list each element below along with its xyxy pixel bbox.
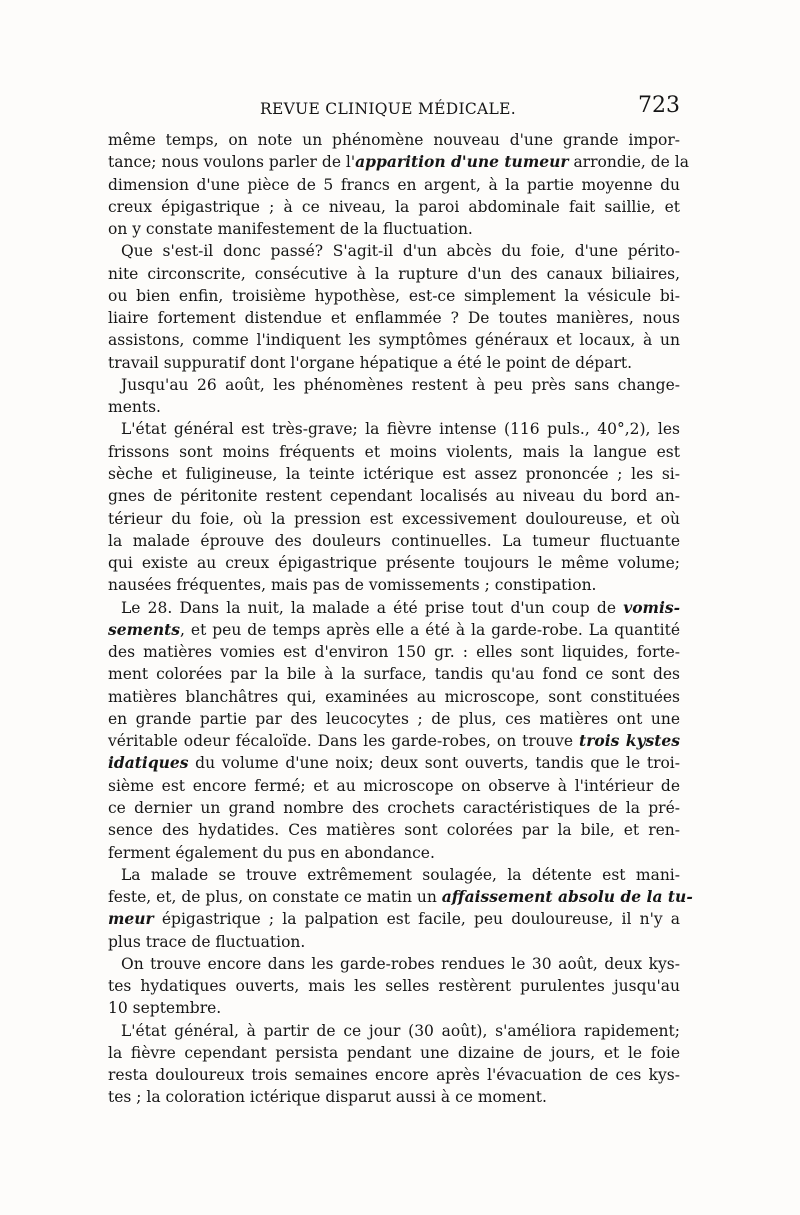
text-line: sence des hydatides. Ces matières sont colorées par la bile, et ren- bbox=[108, 821, 680, 840]
paragraph-2 bbox=[108, 240, 680, 374]
text-line: creux épigastrique ; à ce niveau, la paroi abdominale fait saillie, et bbox=[108, 197, 680, 216]
text-line: Le 28. Dans la nuit, la malade a été prise tout d'un coup de vomis- bbox=[121, 597, 680, 617]
text-line: feste, et, de plus, on constate ce matin un affaissement absolu de la tu- bbox=[108, 887, 693, 907]
text-line: Jusqu'au 26 août, les phénomènes restent à peu près sans change- bbox=[121, 375, 680, 394]
text-line: tance; nous voulons parler de l'apparition d'une tumeur arrondie, de la bbox=[108, 152, 689, 172]
text-line: sième est encore fermé; et au microscope on observe à l'intérieur de bbox=[108, 776, 680, 795]
text-line: ou bien enfin, troisième hypothèse, est-ce simplement la vésicule bi- bbox=[108, 286, 680, 305]
text-line: L'état général, à partir de ce jour (30 août), s'améliora rapidement; bbox=[121, 1021, 680, 1040]
text-line: meur épigastrique ; la palpation est facile, peu douloureuse, il n'y a bbox=[108, 909, 680, 929]
emphasis: apparition d'une tumeur bbox=[355, 152, 569, 172]
emphasis: vomis- bbox=[623, 597, 680, 617]
body-text bbox=[108, 129, 693, 1109]
text-line: gnes de péritonite restent cependant localisés au niveau du bord an- bbox=[108, 487, 680, 506]
text-line: en grande partie par des leucocytes ; de plus, ces matières ont une bbox=[108, 709, 680, 728]
text-line: resta douloureux trois semaines encore après l'évacuation de ces kys- bbox=[108, 1066, 680, 1085]
text-line: idatiques du volume d'une noix; deux sont ouverts, tandis que le troi- bbox=[108, 753, 680, 773]
paragraph-5 bbox=[108, 597, 680, 864]
text-line: même temps, on note un phénomène nouveau d'une grande impor- bbox=[108, 131, 680, 149]
paragraph-8 bbox=[108, 1020, 680, 1109]
emphasis: meur bbox=[108, 909, 154, 929]
text-line: la malade éprouve des douleurs continuelles. La tumeur fluctuante bbox=[108, 531, 680, 550]
text-line: dimension d'une pièce de 5 francs en argent, à la partie moyenne du bbox=[108, 175, 680, 194]
text-line: ment colorées par la bile à la surface, tandis qu'au fond ce sont des bbox=[108, 665, 680, 684]
text-line: nausées fréquentes, mais pas de vomissements ; constipation. bbox=[108, 576, 597, 595]
paragraph-4 bbox=[108, 418, 680, 596]
emphasis: idatiques bbox=[108, 753, 189, 773]
text-line: ments. bbox=[108, 398, 161, 417]
text-line: tes hydatiques ouverts, mais les selles restèrent purulentes jusqu'au bbox=[108, 977, 680, 996]
paragraph-7 bbox=[108, 953, 680, 1020]
text-line: véritable odeur fécaloïde. Dans les garde-robes, on trouve trois kystes bbox=[108, 731, 680, 751]
text-line: on y constate manifestement de la fluctuation. bbox=[108, 220, 473, 239]
page-number: 723 bbox=[638, 93, 680, 118]
text-line: plus trace de fluctuation. bbox=[108, 932, 306, 951]
emphasis: sements bbox=[108, 619, 181, 639]
text-line: liaire fortement distendue et enflammée ? De toutes manières, nous bbox=[108, 309, 680, 328]
paragraph-6 bbox=[108, 864, 693, 953]
text-line: Que s'est-il donc passé? S'agit-il d'un abcès du foie, d'une périto- bbox=[121, 242, 680, 261]
text-line: la fièvre cependant persista pendant une dizaine de jours, et le foie bbox=[108, 1043, 680, 1062]
text-line: nite circonscrite, consécutive à la rupture d'un des canaux biliaires, bbox=[108, 264, 680, 283]
text-line: frissons sont moins fréquents et moins violents, mais la langue est bbox=[108, 442, 680, 461]
text-line: ce dernier un grand nombre des crochets caractéristiques de la pré- bbox=[108, 798, 680, 817]
text-line: sèche et fuligineuse, la teinte ictérique est assez prononcée ; les si- bbox=[108, 464, 680, 483]
emphasis: trois kystes bbox=[579, 731, 680, 751]
text-line: sements, et peu de temps après elle a été à la garde-robe. La quantité bbox=[108, 619, 680, 639]
emphasis: affaissement absolu de la tu- bbox=[441, 887, 693, 907]
text-line: qui existe au creux épigastrique présente toujours le même volume; bbox=[108, 554, 680, 573]
text-line: travail suppuratif dont l'organe hépatique a été le point de départ. bbox=[108, 353, 633, 372]
text-line: La malade se trouve extrêmement soulagée, la détente est mani- bbox=[121, 865, 680, 884]
text-line: On trouve encore dans les garde-robes rendues le 30 août, deux kys- bbox=[121, 954, 680, 973]
text-line: matières blanchâtres qui, examinées au microscope, sont constituées bbox=[108, 687, 680, 706]
text-line: 10 septembre. bbox=[108, 999, 222, 1018]
text-line: des matières vomies est d'environ 150 gr. : elles sont liquides, forte- bbox=[108, 643, 680, 662]
running-header bbox=[108, 93, 680, 123]
paragraph-3 bbox=[108, 374, 680, 419]
text-line: assistons, comme l'indiquent les symptômes généraux et locaux, à un bbox=[108, 331, 680, 350]
running-title: REVUE CLINIQUE MÉDICALE. bbox=[260, 100, 516, 118]
text-line: L'état général est très-grave; la fièvre intense (116 puls., 40°,2), les bbox=[121, 420, 680, 439]
text-line: térieur du foie, où la pression est excessivement douloureuse, et où bbox=[108, 509, 680, 528]
text-line: ferment également du pus en abondance. bbox=[108, 843, 435, 862]
text-line: tes ; la coloration ictérique disparut aussi à ce moment. bbox=[108, 1088, 547, 1107]
paragraph-1 bbox=[108, 129, 689, 240]
